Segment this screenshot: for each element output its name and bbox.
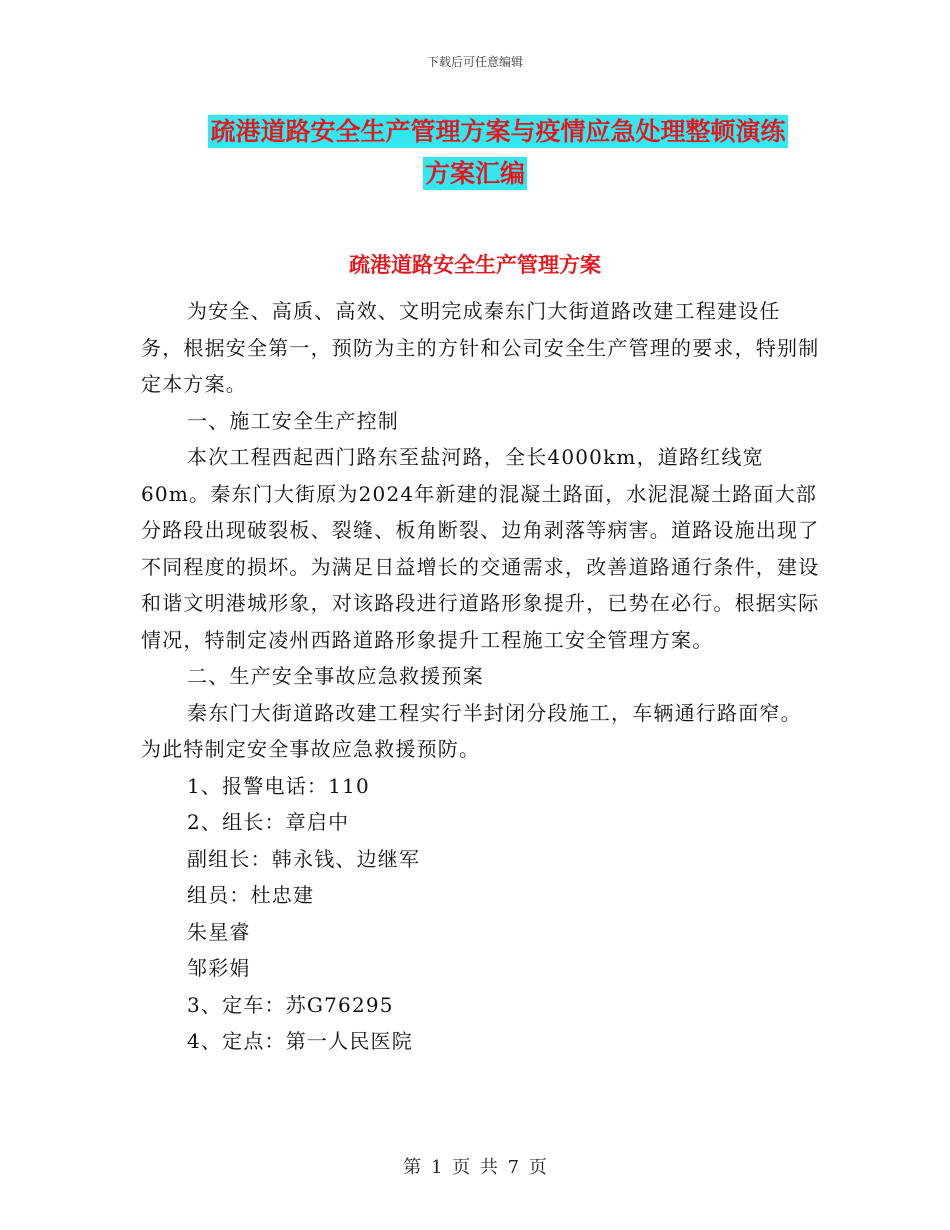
document-title-text-1: 疏港道路安全生产管理方案与疫情应急处理整顿演练 [210,117,786,146]
document-title-text-2: 方案汇编 [424,159,525,188]
page-header-note: 下载后可任意编辑 [426,55,523,69]
list-item-deputy-leader: 副组长：韩永钱、边继军 [187,846,421,871]
list-item-member: 组员：杜忠建 [187,883,315,907]
document-body [141,293,821,1060]
list-item-team-leader: 2、组长：章启中 [187,810,350,834]
page-footer: 第 1 页 共 7 页 [403,1157,547,1178]
heading-construction-safety: 一、施工安全生产控制 [187,408,399,433]
section-title: 疏港道路安全生产管理方案 [349,252,601,277]
document-title-line-2 [0,158,950,190]
paragraph-emergency-intro: 秦东门大街道路改建工程实行半封闭分段施工，车辆通行路面窄。为此特制定安全事故应急救援预防。 [141,700,802,761]
heading-emergency-plan: 二、生产安全事故应急救援预案 [187,664,484,688]
list-item-hospital: 4、定点：第一人民医院 [187,1029,413,1053]
document-title-line-1 [0,116,950,148]
list-item-vehicle: 3、定车：苏G76295 [187,992,394,1017]
list-item-member-3: 邹彩娟 [187,956,251,980]
paragraph-intro: 为安全、高质、高效、文明完成秦东门大街道路改建工程建设任务，根据安全第一，预防为主的方针和公司安全生产管理的要求，特别制定本方案。 [141,299,820,396]
paragraph-project-overview: 本次工程西起西门路东至盐河路，全长4000km，道路红线宽60m。秦东门大街原为2024年新建的混凝土路面，水泥混凝土路面大部分路段出现破裂板、裂缝、板角断裂、边角剥落等病害。道路设施出现了不同程度的损坏。为满足日益增长的交通需求，改善道路通行条件，建设和谐文明港城形象，对该路段进行道路形象提升，已势在必行。根据实际情况，特制定凌州西路道路形象提升工程施工安全管理方案。 [141,445,820,652]
list-item-member-2: 朱星睿 [187,919,251,944]
list-item-alarm-phone: 1、报警电话：110 [187,773,370,798]
